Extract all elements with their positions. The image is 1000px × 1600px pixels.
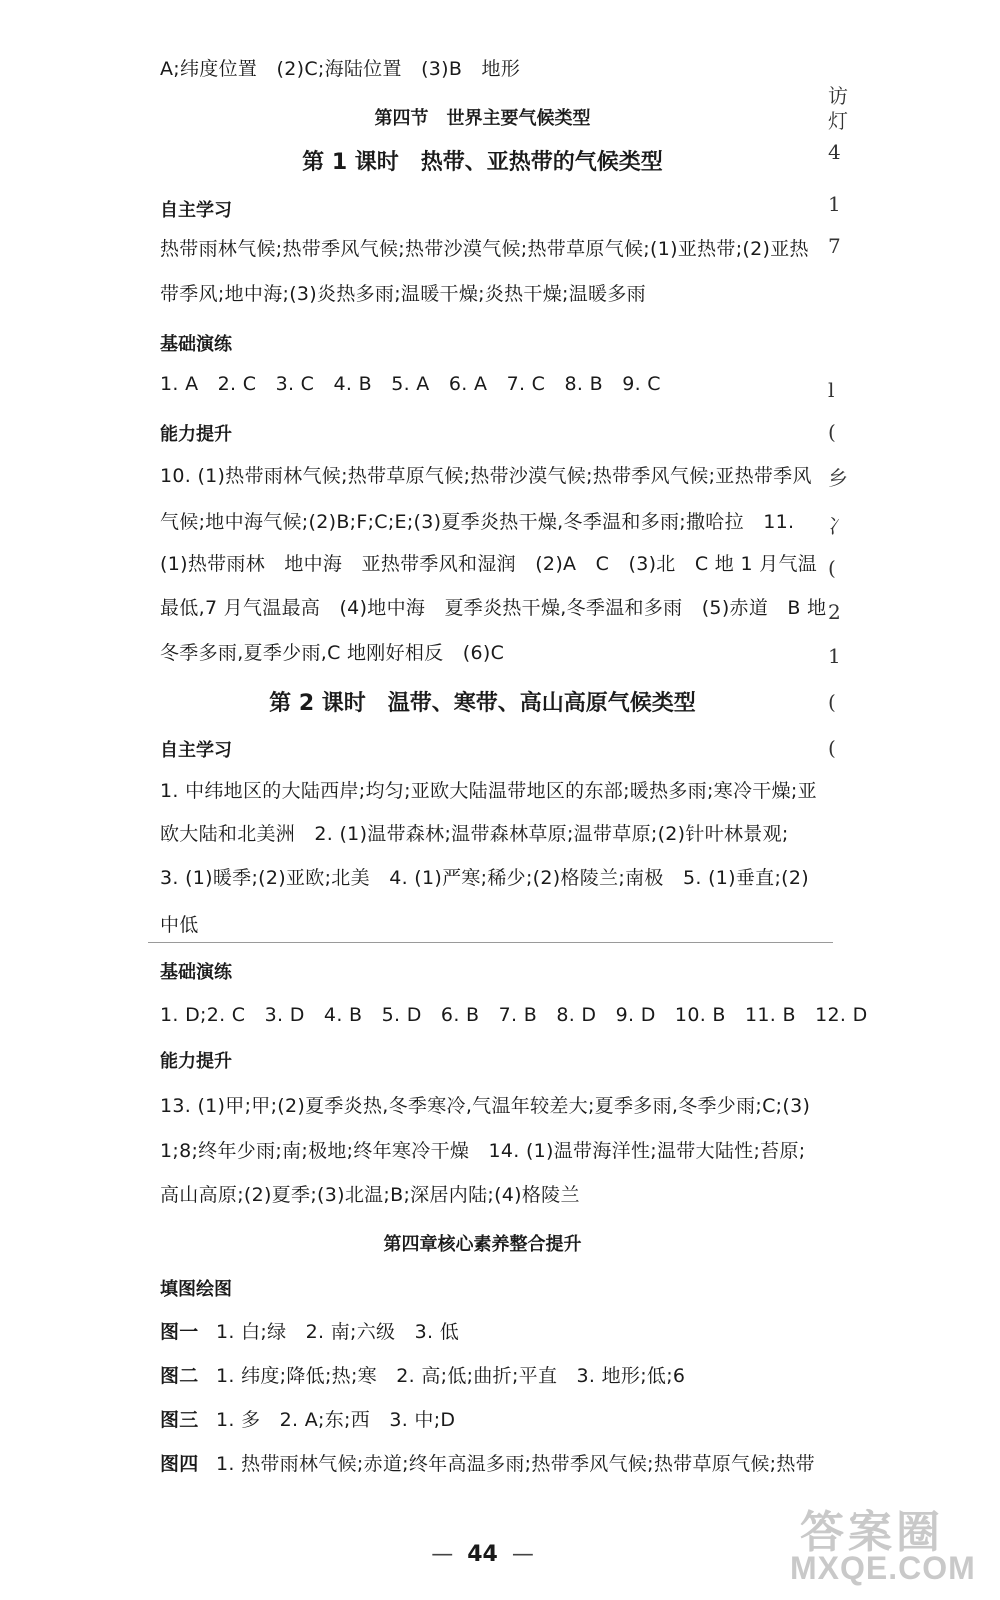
section-title: 第四节 世界主要气候类型 [374, 108, 591, 129]
answer-line: A;纬度位置 (2)C;海陆位置 (3)B 地形 [160, 58, 521, 80]
answer-line: 3. (1)暖季;(2)亚欧;北美 4. (1)严寒;稀少;(2)格陵兰;南极 5. (1)垂直;(2) [160, 867, 809, 889]
figure-answer: 1. 白;绿 2. 南;六级 3. 低 [216, 1321, 460, 1343]
figure-label: 图三 [160, 1409, 199, 1431]
divider-line [148, 942, 833, 943]
figure-answer-row [160, 1406, 805, 1434]
answer-line: (1)热带雨林 地中海 亚热带季风和湿润 (2)A C (3)北 C 地 1 月气温 [160, 553, 818, 575]
edge-glyph: 4 [828, 140, 841, 164]
page-number-value: 44 [467, 1542, 498, 1567]
heading-ability: 能力提升 [160, 424, 232, 445]
edge-glyph: 2 [828, 600, 841, 624]
answer-line: 欧大陆和北美洲 2. (1)温带森林;温带森林草原;温带草原;(2)针叶林景观; [160, 823, 789, 845]
edge-glyph: 访 [828, 84, 848, 108]
page-number-dash-left: — [431, 1542, 454, 1567]
figure-label: 图一 [160, 1321, 199, 1343]
chapter-title: 第四章核心素养整合提升 [383, 1234, 582, 1255]
edge-glyph: 灯 [828, 109, 848, 133]
edge-glyph: ( [828, 420, 836, 444]
heading-self-study: 自主学习 [160, 200, 232, 221]
answer-line: 1. 中纬地区的大陆西岸;均匀;亚欧大陆温带地区的东部;暖热多雨;寒冷干燥;亚 [160, 780, 817, 802]
edge-glyph: 1 [828, 644, 841, 668]
answer-line: 冬季多雨,夏季少雨,C 地刚好相反 (6)C [160, 642, 505, 664]
heading-self-study: 自主学习 [160, 740, 232, 761]
lesson-title: 第 1 课时 热带、亚热带的气候类型 [302, 150, 663, 175]
figure-answer: 1. 热带雨林气候;赤道;终年高温多雨;热带季风气候;热带草原气候;热带 [216, 1453, 815, 1475]
answer-line: 带季风;地中海;(3)炎热多雨;温暖干燥;炎热干燥;温暖多雨 [160, 283, 646, 305]
edge-glyph: l [828, 378, 835, 402]
edge-glyph: ( [828, 736, 836, 760]
figure-answer: 1. 纬度;降低;热;寒 2. 高;低;曲折;平直 3. 地形;低;6 [216, 1365, 686, 1387]
figure-answer-row [160, 1362, 805, 1390]
edge-glyph: ( [828, 690, 836, 714]
answer-line: 10. (1)热带雨林气候;热带草原气候;热带沙漠气候;热带季风气候;亚热带季风 [160, 465, 812, 487]
edge-glyph: 7 [828, 234, 841, 258]
edge-glyph: 冫 [828, 514, 848, 538]
answer-line: 1;8;终年少雨;南;极地;终年寒冷干燥 14. (1)温带海洋性;温带大陆性;苔原; [160, 1140, 806, 1162]
watermark-url: MXQE.COM [790, 1550, 976, 1586]
answer-line: 13. (1)甲;甲;(2)夏季炎热,冬季寒冷,气温年较差大;夏季多雨,冬季少雨;C;(3) [160, 1095, 811, 1117]
edge-glyph: 1 [828, 192, 841, 216]
lesson-title: 第 2 课时 温带、寒带、高山高原气候类型 [269, 691, 696, 716]
watermark-logo [790, 1492, 990, 1592]
watermark-text: 答案圈 [800, 1507, 944, 1558]
figure-answer-row [160, 1318, 805, 1346]
heading-ability: 能力提升 [160, 1051, 232, 1072]
answer-line: 高山高原;(2)夏季;(3)北温;B;深居内陆;(4)格陵兰 [160, 1184, 580, 1206]
answer-line: 1. D;2. C 3. D 4. B 5. D 6. B 7. B 8. D 9. D 10. B 11. B 12. D [160, 1004, 868, 1026]
answer-line: 热带雨林气候;热带季风气候;热带沙漠气候;热带草原气候;(1)亚热带;(2)亚热 [160, 238, 809, 260]
figure-label: 图四 [160, 1453, 199, 1475]
answer-line: 1. A 2. C 3. C 4. B 5. A 6. A 7. C 8. B 9. C [160, 373, 661, 395]
figure-answer-row [160, 1450, 815, 1478]
edge-glyph: ( [828, 556, 836, 580]
answer-line: 气候;地中海气候;(2)B;F;C;E;(3)夏季炎热干燥,冬季温和多雨;撒哈拉 11. [160, 511, 795, 533]
answer-line: 中低 [160, 914, 199, 936]
heading-basic-practice: 基础演练 [160, 334, 232, 355]
figure-answer: 1. 多 2. A;东;西 3. 中;D [216, 1409, 456, 1431]
heading-basic-practice: 基础演练 [160, 962, 232, 983]
figure-label: 图二 [160, 1365, 199, 1387]
edge-glyph: 乡 [828, 466, 848, 490]
heading-fill-map: 填图绘图 [160, 1279, 232, 1300]
answer-line: 最低,7 月气温最高 (4)地中海 夏季炎热干燥,冬季温和多雨 (5)赤道 B 地 [160, 597, 827, 619]
page-number-dash-right: — [511, 1542, 534, 1567]
